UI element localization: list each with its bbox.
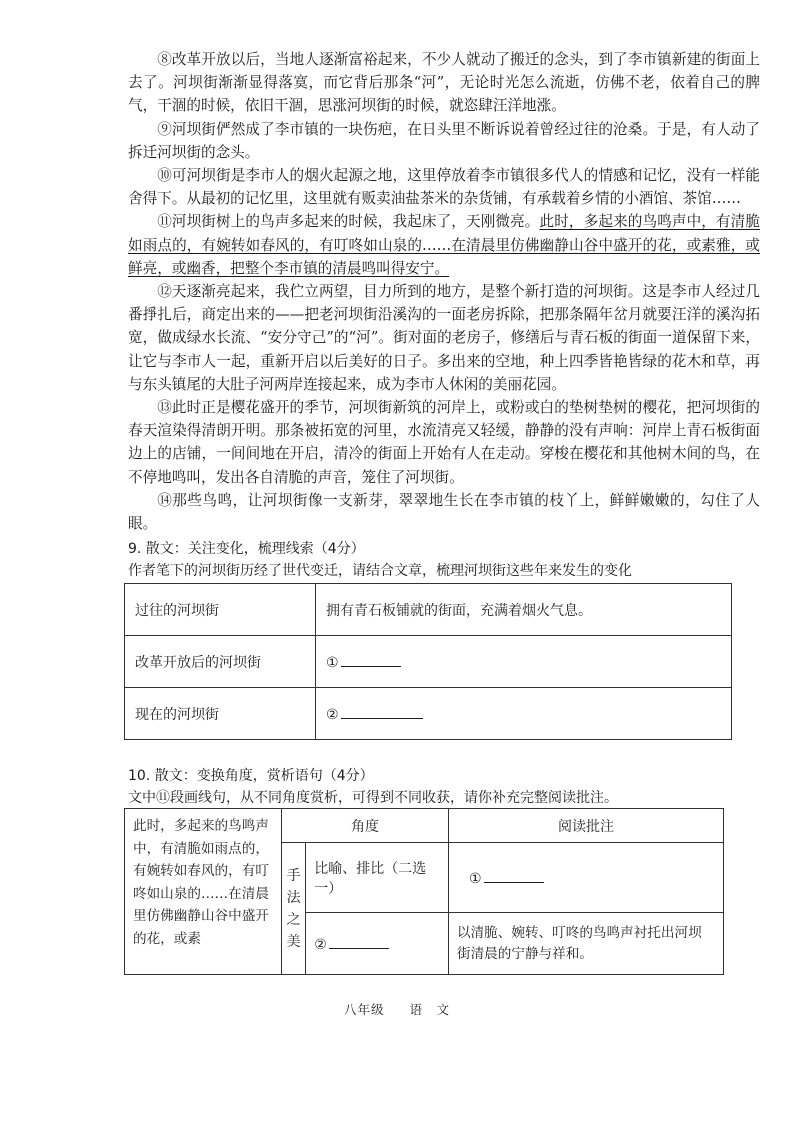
question-9-description: 作者笔下的河坝街历经了世代变迁，请结合文章，梳理河坝街这些年来发生的变化 <box>128 563 632 579</box>
question-10-description: 文中⑪段画线句，从不同角度赏析，可得到不同收获，请你补充完整阅读批注。 <box>128 790 618 806</box>
header-note: 阅读批注 <box>449 809 724 843</box>
paragraph-8: ⑧改革开放以后，当地人逐渐富裕起来，不少人就动了搬迁的念头，到了李市镇新建的街面上去了。河坝街渐渐显得落寞，而它背后那条“河”，无论时光怎么流逝，仿佛不老，依着自己的脾气，干涸的时候，依旧干涸，思涨河坝街的时候，就恣肆汪洋地涨。 <box>128 51 760 115</box>
row-label: 改革开放后的河坝街 <box>125 636 316 688</box>
header-angle: 角度 <box>282 809 449 843</box>
paragraph-11-plain: ⑪河坝街树上的鸟声多起来的时候，我起床了，天刚微亮。 <box>157 213 540 231</box>
blank-number: ① <box>469 871 482 887</box>
category-label: 手法之美 <box>282 843 306 975</box>
paragraph-10: ⑩可河坝街是李市人的烟火起源之地，这里停放着李市镇很多代人的情感和记忆，没有一样能舍得下。从最初的记忆里，这里就有贩卖油盐茶米的杂货铺，有承载着乡情的小酒馆、茶馆…… <box>128 167 760 208</box>
page-footer <box>0 1000 794 1018</box>
angle-cell: 比喻、排比（二选一） <box>306 843 449 913</box>
answer-blank-2[interactable] <box>316 688 732 740</box>
paragraph-12: ⑫天逐渐亮起来，我伫立两望，目力所到的地方，是整个新打造的河坝街。这是李市人经过几番掙扎后，商定出来的——把老河坝街沿溪沟的一面老房拆除，把那条隔年岔月就要汪洋的溪沟拓宽，做成绿水长流、“安分守己”的“河”。街对面的老房子，修缮后与青石板的街面一道保留下来，让它与李市人一起，重新开启以后美好的日子。多出来的空地，种上四季皆艳皆绿的花木和草，再与东头镇尾的大肚子河两岸连接起来，成为李市人休闲的美丽花园。 <box>128 283 760 393</box>
blank-line <box>341 652 401 667</box>
question-10-table <box>124 808 724 975</box>
question-9-title: 9. 散文：关注变化，梳理线索（4分） <box>128 541 365 557</box>
paragraph-11-underlined: 此时，多起来的鸟鸣声中，有清脆如雨点的，有婉转如春风的，有叮咚如山泉的……在清晨里仿佛幽静山谷中盛开的花，或素雅，或鲜亮，或幽香，把整个李市镇的清晨鸣叫得安宁。 <box>128 213 760 277</box>
blank-number: ② <box>326 707 339 723</box>
blank-line <box>341 704 423 719</box>
paragraph-9: ⑨河坝街俨然成了李市镇的一块伤疤，在日头里不断诉说着曾经过往的沧桑。于是，有人动了拆迁河坝街的念头。 <box>128 120 760 161</box>
table-row <box>125 688 732 740</box>
row-label: 现在的河坝街 <box>125 688 316 740</box>
blank-number: ② <box>314 937 327 953</box>
answer-blank-3[interactable] <box>449 843 724 913</box>
answer-blank-4[interactable] <box>306 913 449 975</box>
question-10-title: 10. 散文：变换角度，赏析语句（4分） <box>128 768 374 784</box>
reading-passage <box>128 48 760 535</box>
table-row <box>125 809 724 843</box>
blank-line <box>484 868 544 883</box>
row-value: 拥有青石板铺就的街面，充满着烟火气息。 <box>316 584 732 636</box>
footer-subject: 语 文 <box>409 1002 450 1017</box>
note-cell: 以清脆、婉转、叮咚的鸟鸣声衬托出河坝街清晨的宁静与祥和。 <box>449 913 724 975</box>
table-row <box>125 584 732 636</box>
paragraph-13: ⑬此时正是樱花盛开的季节，河坝街新筑的河岸上，或粉或白的垫树垫树的樱花，把河坝街的春天渲染得清朗开明。那条被拓宽的河里，水流清亮又轻缓，静静的没有声响：河岸上青石板街面边上的店铺，一间间地在开启，清冷的街面上开始有人在走动。穿梭在樱花和其他树木间的鸟，在不停地鸣叫，发出各自清脆的声音，笼住了河坝街。 <box>128 399 760 486</box>
paragraph-14: ⑭那些鸟鸣，让河坝街像一支新芽，翠翠地生长在李市镇的枝丫上，鲜鲜嫩嫩的，勾住了人眼。 <box>128 491 760 533</box>
table-row <box>125 636 732 688</box>
question-9-table <box>124 583 732 740</box>
answer-blank-1[interactable] <box>316 636 732 688</box>
row-label: 过往的河坝街 <box>125 584 316 636</box>
quoted-sentence: 此时，多起来的鸟鸣声中，有清脆如雨点的，有婉转如春风的，有叮咚如山泉的……在清晨里仿佛幽静山谷中盛开的花，或素 <box>125 809 282 975</box>
paragraph-11 <box>128 210 760 280</box>
blank-line <box>329 934 389 949</box>
blank-number: ① <box>326 655 339 671</box>
footer-grade: 八年级 <box>343 1002 385 1017</box>
